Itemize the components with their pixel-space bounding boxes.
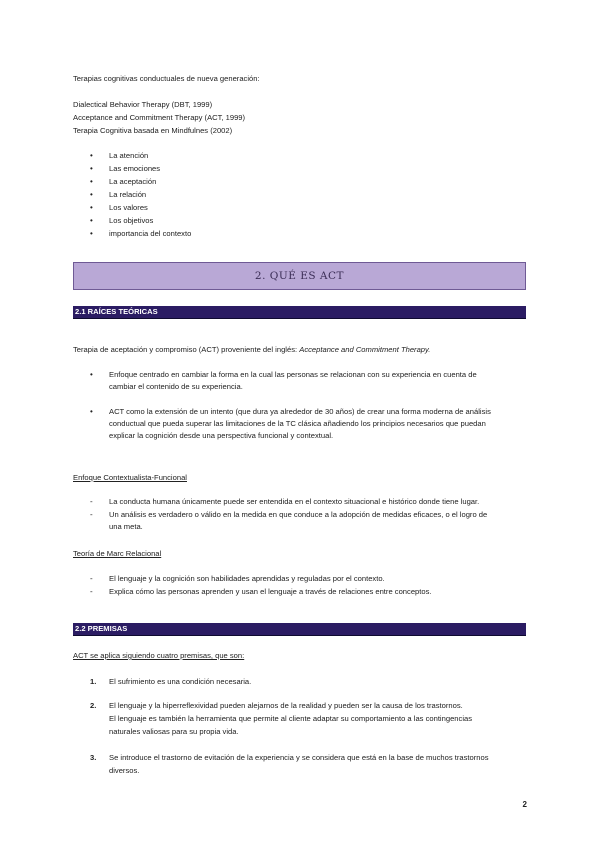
bullet-icon: •	[90, 370, 93, 379]
dash-icon: -	[90, 510, 93, 519]
bullet-text-line: explicar la cognición desde una perspectiva funcional y contextual.	[109, 431, 334, 440]
section-heading-box	[73, 262, 526, 290]
premise-text-line: Se introduce el trastorno de evitación de la experiencia y se considera que está en la base de muchos trastornos	[109, 753, 489, 762]
list-item: • Las emociones	[90, 164, 161, 173]
bullet-icon: •	[90, 229, 93, 238]
act-definition-text: Terapia de aceptación y compromiso (ACT) proveniente del inglés:	[73, 345, 300, 354]
bullet-text-line: conductual que pueda superar las limitaciones de la TC clásica añadiendo los principios necesarios que puedan	[109, 419, 486, 428]
premise-text-line: diversos.	[109, 766, 140, 775]
premise-text-line: El sufrimiento es una condición necesaria.	[109, 677, 252, 686]
bullet-icon: •	[90, 177, 93, 186]
bullet-icon: •	[90, 216, 93, 225]
list-item: • La aceptación	[90, 177, 157, 186]
bullet-icon: •	[90, 190, 93, 199]
item-text-line: El lenguaje y la cognición son habilidades aprendidas y reguladas por el contexto.	[109, 574, 385, 583]
dash-icon: -	[90, 587, 93, 596]
intro-heading: Terapias cognitivas conductuales de nueva generación:	[73, 74, 260, 83]
bullet-text-line: cambiar el contenido de su experiencia.	[109, 382, 243, 391]
act-definition	[73, 345, 430, 355]
bullet-text-line: Enfoque centrado en cambiar la forma en la cual las personas se relacionan con su experiencia en cuenta de	[109, 370, 477, 379]
contextual-heading: Enfoque Contextualista-Funcional	[73, 473, 187, 482]
act-definition-italic: Acceptance and Commitment Therapy.	[299, 345, 431, 354]
item-text-line: Un análisis es verdadero o válido en la medida en que conduce a la adopción de medidas eficaces, o el logro de	[109, 510, 488, 519]
subsection-title: 2.1 RAÍCES TEÓRICAS	[75, 307, 158, 316]
bullet-icon: •	[90, 164, 93, 173]
section-title: 2. QUÉ ES ACT	[254, 270, 345, 282]
premise-text-line: El lenguaje y la hiperreflexividad pueden alejarnos de la realidad y pueden ser la causa de los trastornos.	[109, 701, 463, 710]
list-item: • Los valores	[90, 203, 148, 212]
therapy-act: Acceptance and Commitment Therapy (ACT, 1999)	[73, 113, 246, 122]
item-text-line: Explica cómo las personas aprenden y usan el lenguaje a través de relaciones entre conceptos.	[109, 587, 432, 596]
premise-number: 3.	[90, 753, 97, 762]
dash-icon: -	[90, 574, 93, 583]
bullet-icon: •	[90, 203, 93, 212]
list-item: • importancia del contexto	[90, 229, 192, 238]
premise-number: 1.	[90, 677, 97, 686]
premisas-intro: ACT se aplica siguiendo cuatro premisas, que son:	[73, 651, 245, 660]
dash-icon: -	[90, 497, 93, 506]
therapy-mindfulness: Terapia Cognitiva basada en Mindfulnes (2002)	[73, 126, 233, 135]
subsection-bar-raices	[73, 306, 526, 319]
item-text-line: La conducta humana únicamente puede ser entendida en el contexto situacional e histórico donde tiene lugar.	[109, 497, 480, 506]
premise-number: 2.	[90, 701, 97, 710]
therapy-dbt: Dialectical Behavior Therapy (DBT, 1999)	[73, 100, 213, 109]
list-item: • La atención	[90, 151, 149, 160]
list-item: • Los objetivos	[90, 216, 154, 225]
item-text-line: una meta.	[109, 522, 143, 531]
bullet-icon: •	[90, 407, 93, 416]
bullet-text-line: ACT como la extensión de un intento (que dura ya alrededor de 30 años) de crear una forma moderna de análisis	[109, 407, 491, 416]
rft-heading: Teoría de Marc Relacional	[73, 549, 162, 558]
premise-text-line: El lenguaje es también la herramienta que permite al cliente adaptar su comportamiento a las contingencias	[109, 714, 473, 723]
subsection-title: 2.2 PREMISAS	[75, 624, 128, 633]
page-number: 2	[522, 800, 527, 809]
bullet-icon: •	[90, 151, 93, 160]
premise-text-line: naturales valiosas para su propia vida.	[109, 727, 239, 736]
subsection-bar-premisas	[73, 623, 526, 636]
list-item: • La relación	[90, 190, 147, 199]
